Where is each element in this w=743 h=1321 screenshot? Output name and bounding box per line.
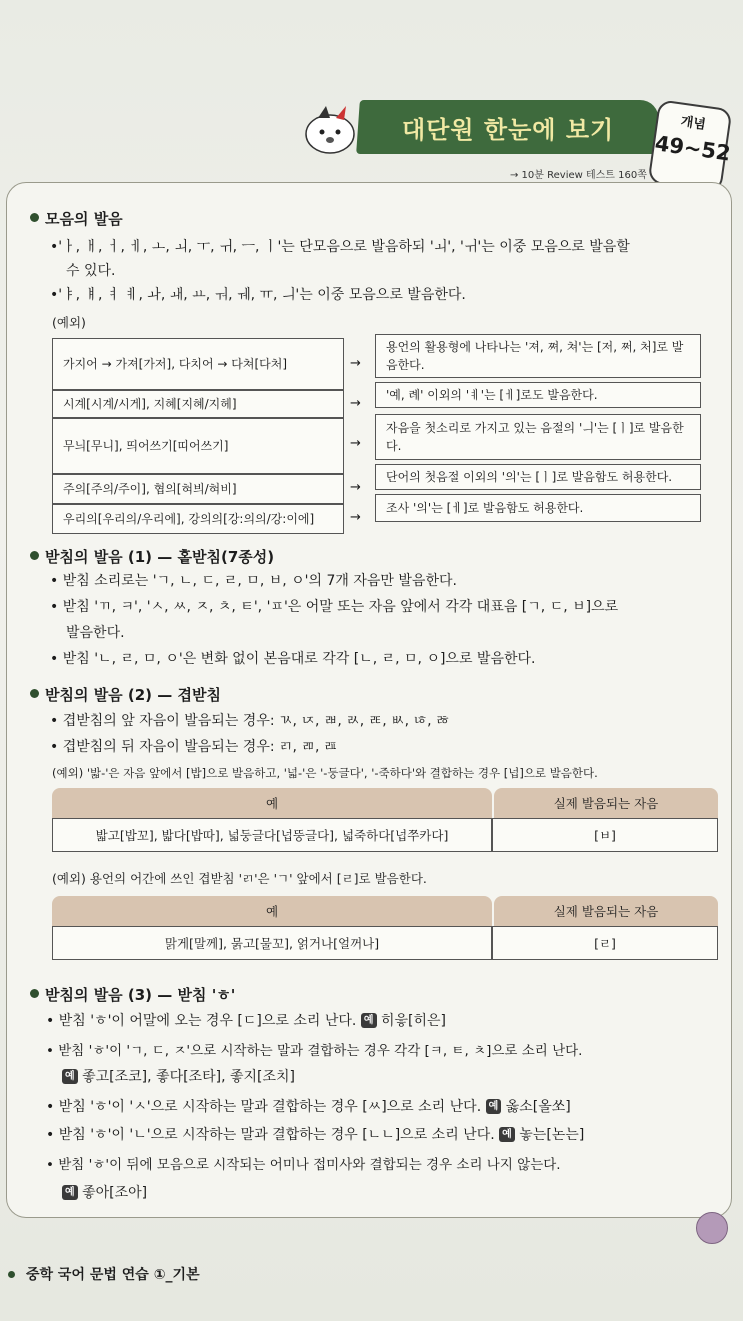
exception-rule: 조사 '의'는 [ㅔ]로 발음함도 허용한다. xyxy=(375,494,701,522)
example-marker: 예 xyxy=(62,1069,78,1084)
section-title-batchim-3 xyxy=(30,984,235,1006)
arrow-icon: → xyxy=(350,356,361,371)
section-title-text: 받침의 발음 (2) — 겹받침 xyxy=(45,686,221,704)
bullet-icon xyxy=(30,989,39,998)
page-title: 대단원 한눈에 보기 xyxy=(402,116,615,144)
bullet-icon xyxy=(30,213,39,222)
mascot-icon xyxy=(300,102,360,154)
footer-book-title: 중학 국어 문법 연습 ①_기본 xyxy=(26,1267,200,1283)
batchim2-bullet-1: • 겹받침의 앞 자음이 발음되는 경우: ㄳ, ㄵ, ㄼ, ㄽ, ㄾ, ㅄ, ㄶ, ㅀ xyxy=(50,713,450,729)
exception-rule: 단어의 첫음절 이외의 '의'는 [ㅣ]로 발음함도 허용한다. xyxy=(375,464,701,490)
exception-rule: 용언의 활용형에 나타나는 '져, 쪄, 쳐'는 [저, 쩌, 처]로 발음한다. xyxy=(375,334,701,378)
batchim3-bullet-5-example xyxy=(62,1182,147,1204)
footer-bullet-icon xyxy=(8,1271,15,1278)
badge-number: 49~52 xyxy=(653,131,733,166)
vowel-bullet-2: •'ㅑ, ㅒ, ㅕ ㅖ, ㅘ, ㅙ, ㅛ, ㅝ, ㅞ, ㅠ, ㅢ'는 이중 모음으로 발음한다. xyxy=(50,287,466,303)
batchim2-bullet-2: • 겹받침의 뒤 자음이 발음되는 경우: ㄺ, ㄻ, ㄿ xyxy=(50,739,338,755)
table2-header-example: 예 xyxy=(52,896,492,926)
batchim3-bullet-3 xyxy=(46,1096,571,1118)
section-title-batchim-2 xyxy=(30,684,221,706)
example-marker: 예 xyxy=(499,1127,515,1142)
review-reference: → 10분 Review 테스트 160쪽 xyxy=(510,170,647,181)
exception-rule: '예, 례' 이외의 'ㅖ'는 [ㅔ]로도 발음한다. xyxy=(375,382,701,408)
batchim3-bullet-2-example xyxy=(62,1066,295,1088)
exception-example: 우리의[우리의/우리에], 강의의[강:의의/강:이에] xyxy=(52,504,344,534)
example-text: 옳소[올쏘] xyxy=(505,1099,571,1115)
table2-header-consonant: 실제 발음되는 자음 xyxy=(494,896,718,926)
decoration-icon xyxy=(696,1212,728,1244)
table2-example-cell: 맑게[말께], 묽고[물꼬], 얽거나[얼꺼나] xyxy=(52,926,492,960)
exception-example: 시계[시계/시게], 지혜[지혜/지헤] xyxy=(52,390,344,418)
batchim3-bullet-4 xyxy=(46,1124,584,1146)
table2-consonant-cell: [ㄹ] xyxy=(492,926,718,960)
exception-label: (예외) xyxy=(52,315,86,330)
table1-header-consonant: 실제 발음되는 자음 xyxy=(494,788,718,818)
example-marker: 예 xyxy=(361,1013,377,1028)
bullet-text: • 받침 'ㅎ'이 'ㅅ'으로 시작하는 말과 결합하는 경우 [ㅆ]으로 소리 난다. xyxy=(46,1099,482,1115)
batchim3-bullet-5: • 받침 'ㅎ'이 뒤에 모음으로 시작되는 어미나 접미사와 결합되는 경우 소리 나지 않는다. xyxy=(46,1157,561,1173)
batchim2-exception-2: (예외) 용언의 어간에 쓰인 겹받침 'ㄺ'은 'ㄱ' 앞에서 [ㄹ]로 발음한다. xyxy=(52,871,427,886)
example-marker: 예 xyxy=(486,1099,502,1114)
example-text: 히읗[히은] xyxy=(380,1013,446,1029)
batchim3-bullet-2: • 받침 'ㅎ'이 'ㄱ, ㄷ, ㅈ'으로 시작하는 말과 결합하는 경우 각각 [ㅋ, ㅌ, ㅊ]으로 소리 난다. xyxy=(46,1043,583,1059)
concept-badge xyxy=(648,99,733,192)
arrow-icon: → xyxy=(350,510,361,525)
section-title-batchim-1 xyxy=(30,546,274,568)
vowel-bullet-1-cont: 수 있다. xyxy=(66,263,116,279)
example-text: 좋고[조코], 좋다[조타], 좋지[조치] xyxy=(82,1069,295,1085)
bullet-text: • 받침 'ㅎ'이 'ㄴ'으로 시작하는 말과 결합하는 경우 [ㄴㄴ]으로 소리 난다. xyxy=(46,1127,495,1143)
section-title-vowel xyxy=(30,208,123,230)
badge-label: 개념 xyxy=(679,114,707,133)
arrow-icon: → xyxy=(350,480,361,495)
arrow-icon: → xyxy=(350,396,361,411)
section-title-text: 받침의 발음 (1) — 홑받침(7종성) xyxy=(45,548,275,566)
table1-header-example: 예 xyxy=(52,788,492,818)
exception-example: 무늬[무니], 띄어쓰기[띠어쓰기] xyxy=(52,418,344,474)
bullet-text: • 받침 'ㅎ'이 어말에 오는 경우 [ㄷ]으로 소리 난다. xyxy=(46,1013,357,1029)
example-text: 좋아[조아] xyxy=(82,1185,148,1201)
exception-example: 가지어 → 가져[가저], 다치어 → 다쳐[다처] xyxy=(52,338,344,390)
section-title-text: 모음의 발음 xyxy=(45,210,123,228)
exception-rule: 자음을 첫소리로 가지고 있는 음절의 'ㅢ'는 [ㅣ]로 발음한다. xyxy=(375,414,701,460)
example-text: 놓는[논는] xyxy=(519,1127,585,1143)
batchim2-exception-1: (예외) '밟-'은 자음 앞에서 [밥]으로 발음하고, '넓-'은 '-둥글다', '-죽하다'와 결합하는 경우 [넙]으로 발음한다. xyxy=(52,766,598,780)
bullet-icon xyxy=(30,689,39,698)
batchim1-bullet-3: • 받침 'ㄴ, ㄹ, ㅁ, ㅇ'은 변화 없이 본음대로 각각 [ㄴ, ㄹ, ㅁ, ㅇ]으로 발음한다. xyxy=(50,651,536,667)
batchim1-bullet-2-cont: 발음한다. xyxy=(66,625,125,641)
batchim1-bullet-2: • 받침 'ㄲ, ㅋ', 'ㅅ, ㅆ, ㅈ, ㅊ, ㅌ', 'ㅍ'은 어말 또는 자음 앞에서 각각 대표음 [ㄱ, ㄷ, ㅂ]으로 xyxy=(50,599,619,615)
table1-example-cell: 밟고[밥꼬], 밟다[밥따], 넓둥글다[넙뚱글다], 넓죽하다[넙쭈카다] xyxy=(52,818,492,852)
batchim1-bullet-1: • 받침 소리로는 'ㄱ, ㄴ, ㄷ, ㄹ, ㅁ, ㅂ, ㅇ'의 7개 자음만 발음한다. xyxy=(50,573,457,589)
bullet-icon xyxy=(30,551,39,560)
table1-consonant-cell: [ㅂ] xyxy=(492,818,718,852)
arrow-icon: → xyxy=(350,436,361,451)
exception-example: 주의[주의/주이], 협의[혀븨/혀비] xyxy=(52,474,344,504)
section-title-text: 받침의 발음 (3) — 받침 'ㅎ' xyxy=(45,986,236,1004)
example-marker: 예 xyxy=(62,1185,78,1200)
vowel-bullet-1: •'ㅏ, ㅐ, ㅓ, ㅔ, ㅗ, ㅚ, ㅜ, ㅟ, ㅡ, ㅣ'는 단모음으로 발음하되 'ㅚ', 'ㅟ'는 이중 모음으로 발음할 xyxy=(50,239,630,255)
batchim3-bullet-1 xyxy=(46,1010,446,1032)
